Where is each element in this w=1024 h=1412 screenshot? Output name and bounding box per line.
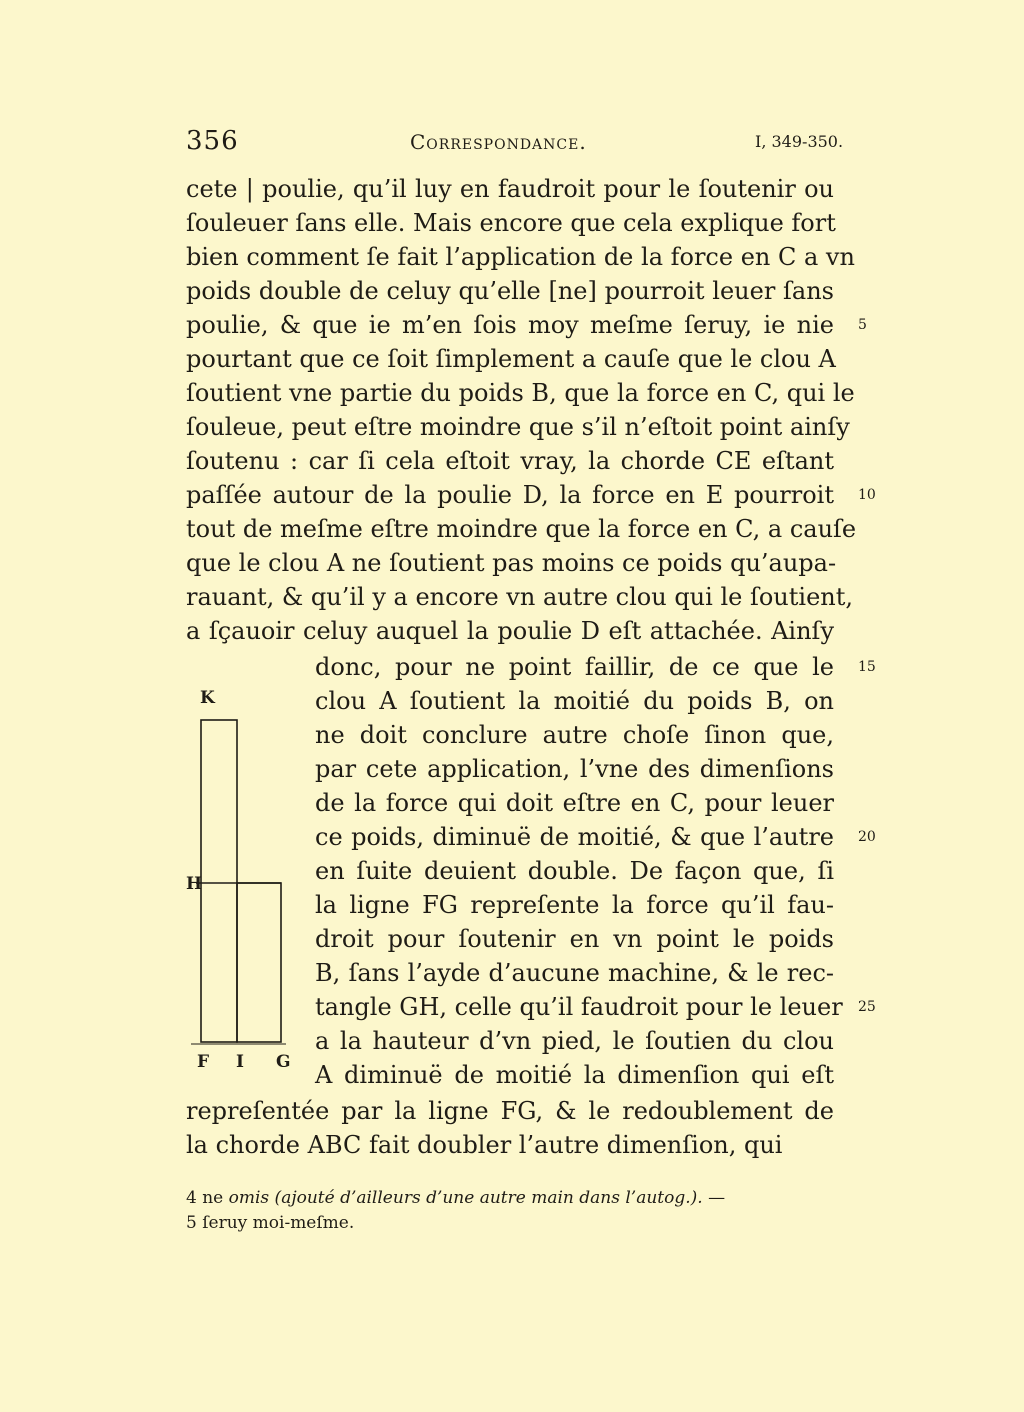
label-g: G xyxy=(276,1052,291,1072)
text-line: B, ſans l’ayde d’aucune machine, & le rec- xyxy=(315,959,834,987)
line-number: 20 xyxy=(858,829,876,845)
footnote-2: 5 ſeruy moi-meſme. xyxy=(186,1213,355,1233)
text-line: bien comment ſe fait l’application de la force en C a vn xyxy=(186,243,855,271)
footnote-1-prefix: 4 ne xyxy=(186,1188,229,1208)
page-header xyxy=(0,122,1024,162)
text-line: ſouleue, peut eſtre moindre que s’il n’eſtoit point ainſy xyxy=(186,413,850,441)
text-line: rauant, & qu’il y a encore vn autre clou qui le ſoutient, xyxy=(186,583,853,611)
text-line: droit pour ſoutenir en vn point le poids xyxy=(315,925,834,953)
text-line: a ſçauoir celuy auquel la poulie D eſt attachée. Ainſy xyxy=(186,617,834,645)
line-number: 15 xyxy=(858,659,876,675)
text-line: tangle GH, celle qu’il faudroit pour le leuer xyxy=(315,993,843,1021)
label-k: K xyxy=(200,688,215,708)
label-f: F xyxy=(197,1052,210,1072)
running-title: Correspondance. xyxy=(410,130,587,154)
text-line: donc, pour ne point faillir, de ce que le xyxy=(315,653,834,681)
text-line: poulie, & que ie m’en ſois moy meſme ſeruy, ie nie xyxy=(186,311,834,339)
footnote-1 xyxy=(186,1186,834,1211)
text-line: cete | poulie, qu’il luy en faudroit pour le ſoutenir ou xyxy=(186,175,834,203)
text-line: la chorde ABC fait doubler l’autre dimenſion, qui xyxy=(186,1131,783,1159)
text-line: ce poids, diminuë de moitié, & que l’autre xyxy=(315,823,834,851)
text-line: en ſuite deuient double. De façon que, ſi xyxy=(315,857,834,885)
text-line: que le clou A ne ſoutient pas moins ce poids qu’aupa- xyxy=(186,549,837,577)
text-line: par cete application, l’vne des dimenſions xyxy=(315,755,834,783)
text-line: tout de meſme eſtre moindre que la force en C, a cauſe xyxy=(186,515,857,543)
text-line: ne doit conclure autre choſe ſinon que, xyxy=(315,721,834,749)
text-line: de la force qui doit eſtre en C, pour leuer xyxy=(315,789,834,817)
label-h: H xyxy=(186,874,203,894)
label-i: I xyxy=(236,1052,244,1072)
text-line: a la hauteur d’vn pied, le ſoutien du clou xyxy=(315,1027,834,1055)
page-number: 356 xyxy=(186,126,239,156)
text-line: ſoutenu : car ſi cela eſtoit vray, la chorde CE eſtant xyxy=(186,447,834,475)
footnote-1-suffix: — xyxy=(702,1188,726,1208)
line-number: 10 xyxy=(858,487,876,503)
text-line: clou A ſoutient la moitié du poids B, on xyxy=(315,687,834,715)
page-reference: I, 349-350. xyxy=(755,132,844,151)
figure-rectangles xyxy=(186,682,298,1074)
footnotes xyxy=(186,1186,834,1236)
line-number: 25 xyxy=(858,999,876,1015)
text-line: repreſentée par la ligne FG, & le redoublement de xyxy=(186,1097,834,1125)
rectangle-fk xyxy=(201,720,237,1042)
text-line: paſſée autour de la poulie D, la force en E pourroit xyxy=(186,481,834,509)
text-line: A diminuë de moitié la dimenſion qui eſt xyxy=(315,1061,834,1089)
text-line: poids double de celuy qu’elle [ne] pourroit leuer ſans xyxy=(186,277,834,305)
footnote-1-italic: omis (ajouté d’ailleurs d’une autre main dans l’autog.). xyxy=(228,1188,703,1208)
text-line: pourtant que ce ſoit ſimplement a cauſe que le clou A xyxy=(186,345,836,373)
text-line: ſoutient vne partie du poids B, que la force en C, qui le xyxy=(186,379,855,407)
figure-diagram xyxy=(186,682,298,1074)
line-number: 5 xyxy=(858,317,867,333)
text-line: ſouleuer ſans elle. Mais encore que cela explique fort xyxy=(186,209,836,237)
text-line: la ligne FG repreſente la force qu’il fau- xyxy=(315,891,834,919)
rectangle-ig xyxy=(237,883,281,1042)
